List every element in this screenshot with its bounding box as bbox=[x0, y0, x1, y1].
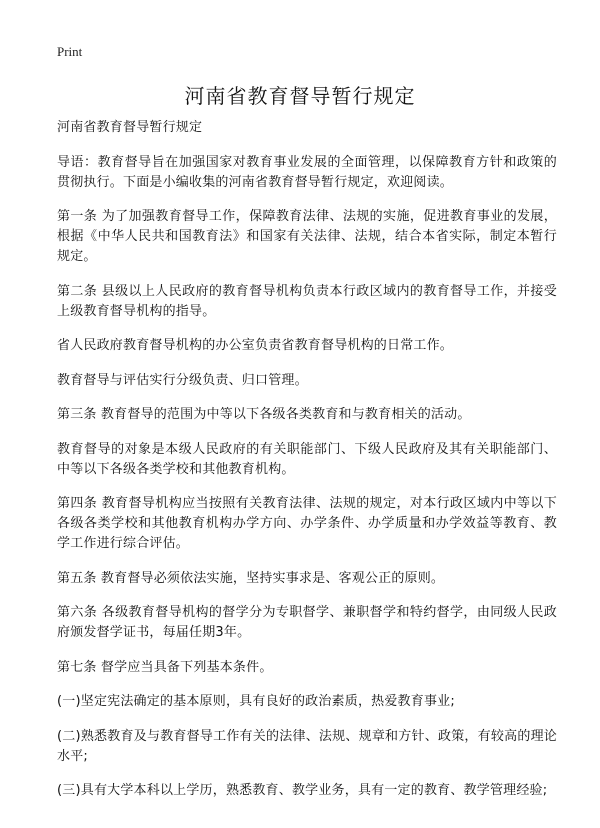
paragraph-article-3-clause-2: 教育督导的对象是本级人民政府的有关职能部门、下级人民政府及其有关职能部门、中等以下各级各类学校和其他教育机构。 bbox=[57, 441, 557, 477]
paragraph-intro: 导语：教育督导旨在加强国家对教育事业发展的全面管理，以保障教育方针和政策的贯彻执行。下面是小编收集的河南省教育督导暂行规定，欢迎阅读。 bbox=[57, 154, 557, 190]
paragraph-condition-3: (三)具有大学本科以上学历，熟悉教育、教学业务，具有一定的教育、教学管理经验; bbox=[57, 783, 548, 798]
paragraph-condition-2: (二)熟悉教育及与教育督导工作有关的法律、法规、规章和方针、政策，有较高的理论水平; bbox=[57, 728, 557, 764]
document-body bbox=[57, 118, 557, 816]
document-title: 河南省教育督导暂行规定 bbox=[184, 84, 416, 108]
paragraph-article-7: 第七条 督学应当具备下列基本条件。 bbox=[57, 659, 273, 675]
paragraph-article-2-clause-3: 教育督导与评估实行分级负责、归口管理。 bbox=[57, 372, 308, 388]
paragraph-article-2: 第二条 县级以上人民政府的教育督导机构负责本行政区域内的教育督导工作，并接受上级教育督导机构的指导。 bbox=[57, 283, 557, 319]
paragraph-article-1: 第一条 为了加强教育督导工作，保障教育法律、法规的实施，促进教育事业的发展，根据《中华人民共和国教育法》和国家有关法律、法规，结合本省实际，制定本暂行规定。 bbox=[57, 209, 557, 264]
paragraph-subtitle: 河南省教育督导暂行规定 bbox=[57, 120, 203, 135]
paragraph-condition-1: (一)坚定宪法确定的基本原则，具有良好的政治素质，热爱教育事业; bbox=[57, 694, 455, 709]
paragraph-article-6: 第六条 各级教育督导机构的督学分为专职督学、兼职督学和特约督学，由同级人民政府颁发督学证书，每届任期3年。 bbox=[57, 605, 557, 640]
paragraph-article-3: 第三条 教育督导的范围为中等以下各级各类教育和与教育相关的活动。 bbox=[57, 407, 471, 422]
paragraph-article-2-clause-2: 省人民政府教育督导机构的办公室负责省教育督导机构的日常工作。 bbox=[57, 338, 454, 353]
paragraph-article-4: 第四条 教育督导机构应当按照有关教育法律、法规的规定，对本行政区域内中等以下各级各类学校和其他教育机构办学方向、办学条件、办学质量和办学效益等教育、教学工作进行综合评估。 bbox=[57, 496, 557, 551]
paragraph-article-5: 第五条 教育督导必须依法实施，坚持实事求是、客观公正的原则。 bbox=[57, 570, 445, 586]
print-link[interactable]: Print bbox=[57, 44, 83, 59]
